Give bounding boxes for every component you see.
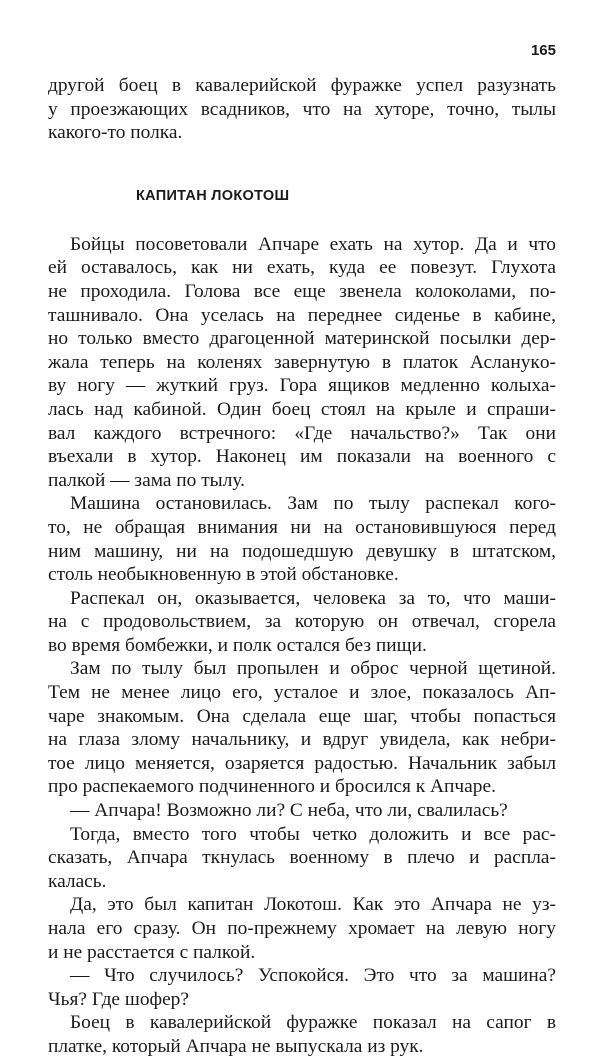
- text-line: тое лицо меняется, озаряется радостью. Начальник забыл: [48, 752, 556, 774]
- text-line: на глаза злому начальнику, и вдруг увидела, как небри-: [48, 729, 556, 751]
- paragraph: [48, 492, 556, 586]
- text-line: но только вместо драгоценной материнской посылки дер-: [48, 328, 556, 350]
- text-line: калась.: [48, 870, 107, 892]
- text-line: про распекаемого подчиненного и бросился к Апчаре.: [48, 776, 496, 798]
- text-line: на с продовольствием, за которую он отвечал, сгорела: [48, 611, 556, 633]
- paragraph: [48, 823, 556, 894]
- paragraph: [48, 964, 556, 1011]
- text-line: въехали в хутор. Наконец им показали на военного с: [48, 446, 556, 468]
- text-line: другой боец в кавалерийской фуражке успел разузнать: [48, 75, 556, 96]
- paragraph: [48, 893, 556, 964]
- paragraph: [48, 1011, 556, 1058]
- text-line: — Что случилось? Успокойся. Это что за машина?: [70, 965, 556, 987]
- text-line: Чья? Где шофер?: [48, 988, 189, 1010]
- text-line: Да, это был капитан Локотош. Как это Апчара не уз-: [70, 894, 556, 916]
- text-line: вал каждого встречного: «Где начальство?» Так они: [48, 422, 556, 444]
- text-line: Тогда, вместо того чтобы четко доложить и все рас-: [70, 823, 556, 845]
- text-line: Боец в кавалерийской фуражке показал на сапог в: [70, 1012, 556, 1034]
- text-line: ву ногу — жуткий груз. Гора ящиков медленно колыха-: [48, 375, 556, 397]
- text-line: столь необыкновенную в этой обстановке.: [48, 564, 399, 586]
- page-body: [48, 74, 556, 1059]
- text-line: у проезжающих всадников, что на хуторе, точно, тылы: [48, 98, 556, 120]
- text-line: во время бомбежки, и полк остался без пищи.: [48, 634, 427, 656]
- intro-paragraph: [48, 74, 556, 145]
- text-line: платке, который Апчара не выпускала из рук.: [48, 1035, 424, 1057]
- text-line: ним машину, ни на подошедшую девушку в штатском,: [48, 540, 556, 562]
- body-paragraphs: [48, 233, 556, 1059]
- text-line: ей оставалось, как ни ехать, куда ее повезут. Глухота: [48, 257, 556, 279]
- text-line: Зам по тылу был пропылен и оброс черной щетиной.: [70, 658, 556, 680]
- text-line: не проходила. Голова все еще звенела колоколами, по-: [48, 280, 556, 302]
- text-line: жала теперь на коленях завернутую в платок Асланукo-: [48, 351, 556, 373]
- text-line: Бойцы посоветовали Апчаре ехать на хутор. Да и что: [70, 233, 556, 255]
- paragraph: [48, 587, 556, 658]
- page-number: 165: [530, 42, 556, 59]
- text-line: Тем не менее лицо его, усталое и злое, показалось Ап-: [48, 682, 556, 704]
- paragraph: [48, 799, 556, 823]
- text-line: нала его сразу. Он по-прежнему хромает на левую ногу: [48, 918, 556, 939]
- text-line: Машина остановилась. Зам по тылу распекал кого-: [70, 493, 556, 515]
- text-line: ташнивало. Она уселась на переднее сиденье в кабине,: [48, 304, 556, 326]
- text-line: сказать, Апчара ткнулась военному в плечо и распла-: [48, 847, 556, 869]
- paragraph: [48, 233, 556, 493]
- section-title: КАПИТАН ЛОКОТОШ: [136, 187, 290, 204]
- text-line: — Апчара! Возможно ли? С неба, что ли, свалилась?: [70, 800, 508, 822]
- text-line: палкой — зама по тылу.: [48, 469, 245, 491]
- paragraph: [48, 657, 556, 799]
- text-line: и не расстается с палкой.: [48, 941, 256, 963]
- text-line: Распекал он, оказывается, человека за то, что маши-: [70, 587, 556, 609]
- text-line: то, не обращая внимания ни на остановившуюся перед: [48, 516, 556, 538]
- text-line: какого-то полка.: [48, 122, 183, 144]
- text-line: чаре знакомым. Она сделала еще шаг, чтобы попасться: [48, 705, 556, 727]
- text-line: лась над кабиной. Один боец стоял на крыле и спраши-: [48, 398, 556, 420]
